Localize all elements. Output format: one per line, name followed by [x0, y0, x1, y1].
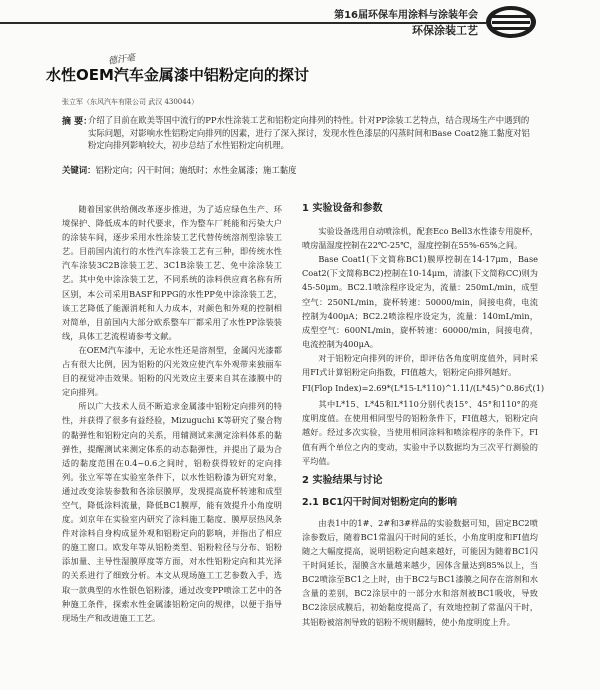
keywords — [62, 164, 297, 176]
intro-paragraph-2: 在OEM汽车漆中，无论水性还是溶剂型，金属闪光漆都占有很大比例，因为铝粉的闪光效应使汽车外观带来独丽车目的视觉冲击效果。铝粉的闪光效应主要来自其在漆膜中的定向排列。 — [62, 344, 282, 398]
section-1-heading: 1 实验设备和参数 — [302, 203, 383, 214]
section-2-heading: 2 实验结果与讨论 — [302, 474, 383, 486]
formula-number: 式(1) — [524, 383, 545, 394]
abstract-label: 摘 要： — [62, 117, 93, 127]
intro-paragraph-3: 所以广大技术人员不断追求金属漆中铝粉定向排列的特性，并获得了很多有益经验，Mizuguchi K等研究了聚合物的黏弹性和铝粉定向的关系，用辅测试来测定涂料体系的黏弹性，提醒测试来测定体系的动态黏弹性，并提出了最为合适的黏度范围在0.4~0.6之间时，铝粉获得较好的定向排列。张立军等在实验室条件下，以水性铝粉漆为研究对象，通过改变涂装参数和各涂层膜厚，发现提高旋杯转速和成型空气，降低涂料流量，降低BC1膜厚，能有效提升小角度明度。刘京年在实验室内研究了涂料施工黏度、膜厚层热风条件对涂料自身构成显外观和铝粉定向的影响，并指出了相应的施工窗口。欧发年等从铝粉类型、铝粉粒径与分布、铝粉添加量、主导性湿膜厚度等方面，对水性铝粉定向和其光泽的关系进行了细致分析。本文从现场施工工艺参数入手，选取一款典型的水性银色铝粉漆，通过改变PP喷涂工艺中的各种施工条件，探索水性金属漆铝粉定向的规律，以便于指导现场生产和改进施工工艺。 — [62, 401, 282, 623]
author-line: 张立军（东风汽车有限公司 武汉 430044） — [62, 98, 199, 106]
flop-index-formula — [302, 381, 545, 395]
section-1-paragraph-2: Base Coat1(下文简称BC1)膜厚控制在14-17μm，Base Coat2(下文简称BC2)控制在10-14μm，清漆(下文简称CC)则为45-50μm。BC2.1喷涂程序设定为，流量：250mL/min，成型空气：250NL/min，旋杯转速：50000/min，间接电荷，电流控制为400μA；BC2.2喷涂程序设定为，流量：140mL/min，成型空气：600NL/min，旋杯转速：60000/min，间接电荷，电流控制为400μA。 — [302, 254, 538, 349]
keywords-label: 关键词： — [62, 165, 96, 175]
abstract-text: 介绍了目前在欧美等国中流行的PP水性涂装工艺和铝粉定向排列的特性。针对PP涂装工艺特点，结合现场生产中遇到的实际问题，对影响水性铝粉定向排列的因素，进行了深入探讨，发现水性色漆层的闪蒸时间和Base Coat2施工黏度对铝粉定向排列影响较大，初步总结了水性铝粉定向机理。 — [88, 115, 530, 151]
keywords-text: 铝粉定向；闪干时间；施纸时；水性金属漆；施工黏度 — [95, 165, 297, 175]
section-1-paragraph-3: 对于铝粉定向排列的评价，即评估各角度明度值外，同时采用FI式计算铝粉定向指数，FI值越大，铝粉定向排列越好。 — [302, 352, 538, 378]
left-column — [62, 202, 282, 625]
section-2-1-heading: 2.1 BC1闪干时间对铝粉定向的影响 — [302, 496, 457, 508]
formula-expression: FI(Flop Index)=2.69*(L*15-L*110)^1.11/(L*45)^0.86 — [302, 383, 525, 394]
intro-paragraph-1: 随着国家供给侧改革逐步推进，为了适应绿色生产、环境保护、降低成本的时代要求，作为整车厂耗能和污染大户的涂装车间，逐步采用水性涂装工艺代替传统溶剂型涂装工艺。目前国内流行的水性汽车涂装工艺有三种，即传统水性汽车涂装3C2B涂装工艺、3C1B涂装工艺、免中涂涂装工艺。其中免中涂涂装工艺，不同系统的涂料供应商名称有所区别，本公司采用BASF和PPG的水性PP免中涂涂装工艺，该工艺降低了能源消耗和人力成本，对颜色和外观的控制相对简单，目前国内大部分欧系整车厂都采用了水性PP涂装装线，具体工艺流程请参考文献。 — [62, 204, 282, 341]
section-name: 环保涂装工艺 — [412, 24, 478, 37]
section-1-paragraph-4: 其中L*15、L*45和L*110分别代表15°、45°和110°的亮度明度值。在使用相同型号的铝粉条件下，FI值越大，铝粉定向越好。经过多次实验，当使用相同涂料和喷涂程序的条件下，FI值有两个单位之内的变动，实验中予以数据均为三次平行测验的平均值。 — [302, 399, 538, 466]
paper-title: 水性OEM汽车金属漆中铝粉定向的探讨 — [46, 66, 309, 84]
right-column — [302, 202, 545, 629]
conference-name: 第16届环保车用涂料与涂装年会 — [334, 10, 478, 21]
conference-logo-icon — [484, 4, 538, 40]
section-1-paragraph-1: 实验设备选用自动喷涂机，配套Eco Bell3水性漆专用旋杯，喷房温湿度控制在22℃-25℃，湿度控制在55%-65%之间。 — [302, 226, 538, 251]
handwritten-annotation: 德汗毫 — [107, 53, 136, 67]
section-2-1-paragraph: 由表1中的1#、2#和3#样品的实验数据可知，固定BC2喷涂参数后，随着BC1常温闪干时间的延长，小角度明度和FI值均随之大幅度提高，说明铝粉定向越来越好，可能因为随着BC1闪干时间延长，湿膜含水量越来越少，因体含量达到85%以上，当BC2喷涂至BC1之上时，由于BC2与BC1漆膜之间存在溶剂和水含量的差别，BC2涂层中的一部分水和溶剂被BC1吸收，导致BC2涂层成膜后，初始黏度提高了，有效地控制了常温闪干时，其铝粉被溶剂导致的铝粉不规则翻转，使小角度明度上升。 — [302, 517, 538, 627]
